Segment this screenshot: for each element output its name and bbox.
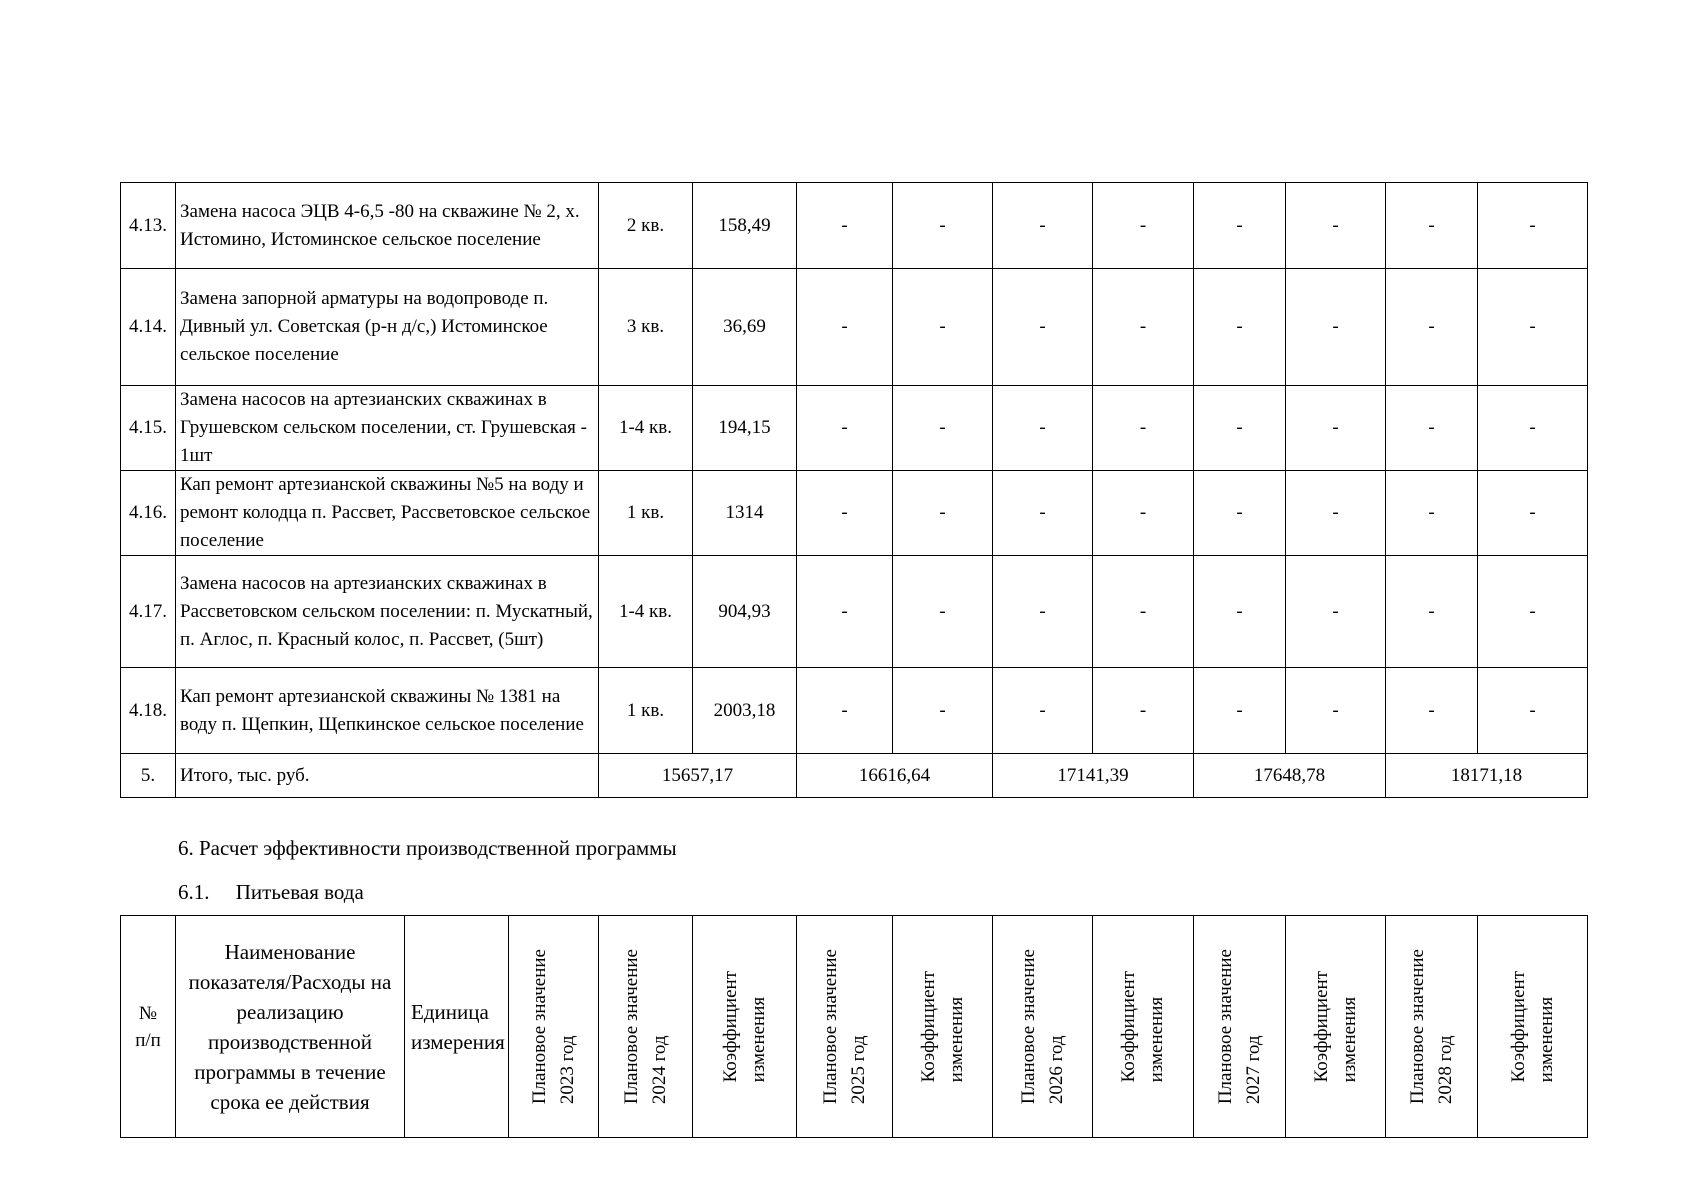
total-label: Итого, тыс. руб.: [176, 754, 599, 798]
row-dash: -: [1093, 556, 1194, 668]
efficiency-table: [120, 915, 1588, 1138]
table-row: [121, 183, 1588, 269]
row-dash: -: [993, 668, 1093, 754]
row-dash: -: [1194, 183, 1286, 269]
total-value: 17141,39: [993, 754, 1194, 798]
total-value: 17648,78: [1194, 754, 1386, 798]
row-name: Замена насоса ЭЦВ 4-6,5 -80 на скважине № 2, х. Истомино, Истоминское сельское поселение: [176, 183, 599, 269]
row-number: 4.16.: [121, 471, 176, 556]
total-value: 16616,64: [797, 754, 993, 798]
row-period: 2 кв.: [599, 183, 693, 269]
section-title: 6. Расчет эффективности производственной программы: [178, 836, 677, 860]
header-name: Наименование показателя/Расходы на реализацию производственной программы в течение срока ее действия: [176, 916, 405, 1138]
row-period: 1 кв.: [599, 471, 693, 556]
row-dash: -: [993, 386, 1093, 471]
row-dash: -: [1093, 386, 1194, 471]
row-dash: -: [1478, 668, 1588, 754]
table-row: [121, 556, 1588, 668]
total-value: 15657,17: [599, 754, 797, 798]
header-col: Плановое значение 2026 год: [1017, 948, 1067, 1105]
row-dash: -: [1093, 269, 1194, 386]
row-value: 1314: [693, 471, 797, 556]
row-number: 4.17.: [121, 556, 176, 668]
row-dash: -: [1093, 471, 1194, 556]
row-period: 3 кв.: [599, 269, 693, 386]
row-dash: -: [993, 269, 1093, 386]
header-col: Плановое значение 2028 год: [1406, 948, 1456, 1105]
row-name: Замена запорной арматуры на водопроводе п. Дивный ул. Советская (р-н д/с,) Истоминское сельское поселение: [176, 269, 599, 386]
subsection-title: 6.1. Питьевая вода: [178, 880, 364, 904]
row-dash: -: [893, 386, 993, 471]
row-dash: -: [993, 183, 1093, 269]
expenses-table: [120, 182, 1588, 798]
row-number: 4.18.: [121, 668, 176, 754]
row-dash: -: [1478, 183, 1588, 269]
row-value: 194,15: [693, 386, 797, 471]
header-col: Плановое значение 2027 год: [1214, 948, 1264, 1105]
row-number: 4.15.: [121, 386, 176, 471]
row-dash: -: [993, 471, 1093, 556]
row-dash: -: [1386, 668, 1478, 754]
table-row: [121, 386, 1588, 471]
row-dash: -: [797, 386, 893, 471]
row-dash: -: [1093, 183, 1194, 269]
row-dash: -: [1386, 556, 1478, 668]
row-name: Замена насосов на артезианских скважинах в Грушевском сельском поселении, ст. Грушевская - 1шт: [176, 386, 599, 471]
row-dash: -: [1386, 471, 1478, 556]
row-dash: -: [797, 471, 893, 556]
row-number: 4.13.: [121, 183, 176, 269]
row-dash: -: [1286, 668, 1386, 754]
row-dash: -: [1194, 556, 1286, 668]
total-row: [121, 754, 1588, 798]
row-dash: -: [993, 556, 1093, 668]
total-value: 18171,18: [1386, 754, 1588, 798]
row-dash: -: [1194, 668, 1286, 754]
header-col: Плановое значение 2025 год: [819, 948, 869, 1105]
row-dash: -: [893, 668, 993, 754]
row-dash: -: [1286, 471, 1386, 556]
row-period: 1 кв.: [599, 668, 693, 754]
header-col: Коэффициент изменения: [719, 970, 769, 1083]
row-dash: -: [1286, 269, 1386, 386]
row-dash: -: [1286, 556, 1386, 668]
row-period: 1-4 кв.: [599, 556, 693, 668]
row-dash: -: [1386, 183, 1478, 269]
row-name: Кап ремонт артезианской скважины №5 на воду и ремонт колодца п. Рассвет, Рассветовское сельское поселение: [176, 471, 599, 556]
row-dash: -: [1478, 556, 1588, 668]
row-dash: -: [1194, 471, 1286, 556]
row-dash: -: [893, 556, 993, 668]
row-dash: -: [1286, 183, 1386, 269]
header-num: № п/п: [121, 916, 176, 1138]
header-col: Коэффициент изменения: [1118, 970, 1167, 1083]
row-dash: -: [797, 183, 893, 269]
row-dash: -: [893, 183, 993, 269]
row-dash: -: [1093, 668, 1194, 754]
row-dash: -: [1478, 471, 1588, 556]
row-dash: -: [1386, 269, 1478, 386]
row-dash: -: [797, 668, 893, 754]
row-dash: -: [797, 556, 893, 668]
row-name: Кап ремонт артезианской скважины № 1381 на воду п. Щепкин, Щепкинское сельское поселение: [176, 668, 599, 754]
row-dash: -: [1478, 269, 1588, 386]
row-name: Замена насосов на артезианских скважинах в Рассветовском сельском поселении: п. Мускатный, п. Аглос, п. Красный колос, п. Рассвет, (5шт): [176, 556, 599, 668]
row-dash: -: [797, 269, 893, 386]
header-row: [121, 916, 1588, 1138]
row-number: 4.14.: [121, 269, 176, 386]
header-col: Коэффициент изменения: [1507, 970, 1557, 1083]
header-col: Коэффициент изменения: [1310, 970, 1360, 1083]
row-value: 36,69: [693, 269, 797, 386]
row-dash: -: [1478, 386, 1588, 471]
row-value: 904,93: [693, 556, 797, 668]
table-row: [121, 269, 1588, 386]
row-dash: -: [1286, 386, 1386, 471]
row-period: 1-4 кв.: [599, 386, 693, 471]
row-dash: -: [893, 471, 993, 556]
table-row: [121, 668, 1588, 754]
row-dash: -: [1386, 386, 1478, 471]
row-dash: -: [893, 269, 993, 386]
row-dash: -: [1194, 386, 1286, 471]
total-number: 5.: [121, 754, 176, 798]
row-value: 158,49: [693, 183, 797, 269]
row-dash: -: [1194, 269, 1286, 386]
header-col: Коэффициент изменения: [917, 970, 967, 1083]
header-col: Плановое значение 2023 год: [528, 948, 578, 1105]
table-row: [121, 471, 1588, 556]
header-col: Плановое значение 2024 год: [620, 948, 670, 1105]
row-value: 2003,18: [693, 668, 797, 754]
header-unit: Единица измерения: [405, 916, 509, 1138]
